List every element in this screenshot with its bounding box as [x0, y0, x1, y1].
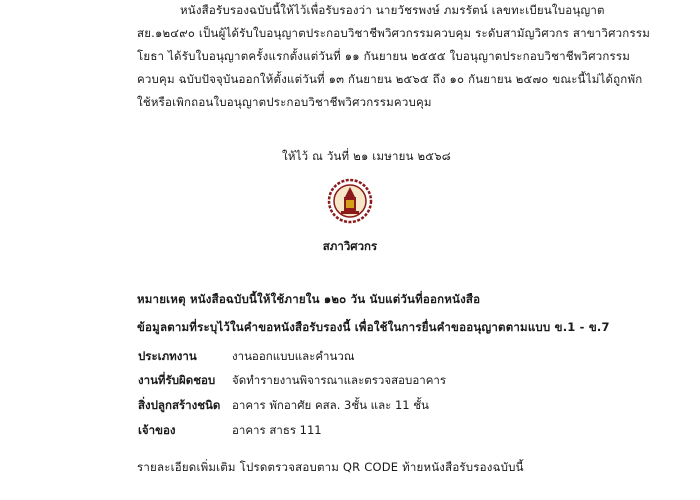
body-line-4: ควบคุม ฉบับปัจจุบันออกให้ตั้งแต่วันที่ ๑๓ กันยายน ๒๕๖๕ ถึง ๑๐ กันยายน ๒๕๗๐ ขณะนี้ไม่ได้ถูกพัก [137, 72, 643, 86]
council-seal-icon [327, 178, 373, 224]
detail-label-building-type: สิ่งปลูกสร้างชนิด [138, 398, 221, 412]
body-line-1: หนังสือรับรองฉบับนี้ให้ไว้เพื่อรับรองว่า นายวัชรพงษ์ ภมรรัตน์ เลขทะเบียนใบอนุญาต [180, 3, 605, 17]
detail-value-responsibility: จัดทำรายงานพิจารณาและตรวจสอบอาคาร [232, 373, 447, 387]
issue-date: ให้ไว้ ณ วันที่ ๒๑ เมษายน ๒๕๖๘ [282, 149, 451, 163]
footer-note: รายละเอียดเพิ่มเติม โปรดตรวจสอบตาม QR CODE ท้ายหนังสือรับรองฉบับนี้ [137, 460, 524, 474]
detail-value-work-type: งานออกแบบและคำนวณ [232, 349, 355, 363]
detail-value-building-type: อาคาร พักอาศัย คสล. 3ชั้น และ 11 ชั้น [232, 398, 429, 412]
body-line-5: ใช้หรือเพิกถอนใบอนุญาตประกอบวิชาชีพวิศวกรรมควบคุม [137, 95, 432, 109]
validity-note: หมายเหตุ หนังสือฉบับนี้ให้ใช้ภายใน ๑๒๐ วัน นับแต่วันที่ออกหนังสือ [137, 292, 481, 306]
detail-label-owner: เจ้าของ [138, 423, 176, 437]
body-line-3: โยธา ได้รับใบอนุญาตครั้งแรกตั้งแต่วันที่ ๑๑ กันยายน ๒๕๕๕ ใบอนุญาตประกอบวิชาชีพวิศวกรรม [137, 49, 631, 63]
issuer-name: สภาวิศวกร [322, 239, 378, 253]
detail-label-work-type: ประเภทงาน [138, 349, 197, 363]
purpose-line: ข้อมูลตามที่ระบุไว้ในคำขอหนังสือรับรองนี้ เพื่อใช้ในการยื่นคำขออนุญาตตามแบบ ข.1 - ข.7 [137, 320, 610, 334]
body-line-2: สย.๑๒๔๙๐ เป็นผู้ได้รับใบอนุญาตประกอบวิชาชีพวิศวกรรมควบคุม ระดับสามัญวิศวกร สาขาวิศวกรรม [137, 26, 650, 40]
detail-value-owner: อาคาร สาธร 111 [232, 423, 322, 437]
detail-label-responsibility: งานที่รับผิดชอบ [138, 373, 216, 387]
